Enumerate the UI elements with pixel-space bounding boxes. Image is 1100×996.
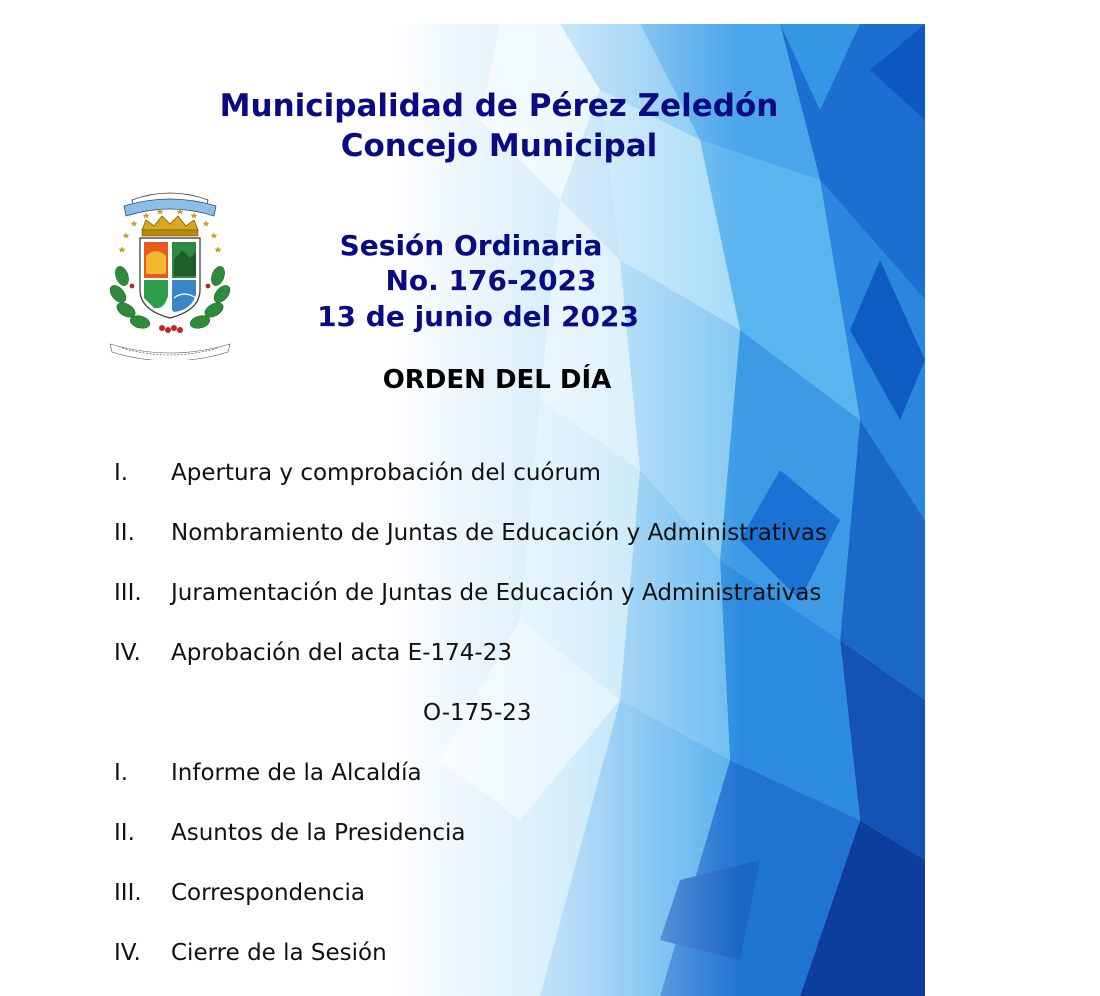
agenda-numeral: I. [114,460,129,486]
agenda-item [114,462,601,485]
agenda-item [114,522,827,545]
agenda-text: Cierre de la Sesión [171,940,387,966]
agenda-numeral: IV. [114,640,141,666]
agenda-text: Asuntos de la Presidencia [171,820,466,846]
agenda-item-continuation: O-175-23 [423,700,532,726]
council-title: Concejo Municipal [340,128,658,164]
agenda-numeral: II. [114,820,135,846]
agenda-text: Aprobación del acta E-174-23 [171,640,512,666]
agenda-item [114,822,466,845]
agenda-item [114,642,512,665]
agenda-item [114,942,387,965]
agenda-text: Juramentación de Juntas de Educación y Administrativas [171,580,822,606]
agenda-heading: ORDEN DEL DÍA [382,365,612,395]
agenda-numeral: III. [114,580,142,606]
session-date: 13 de junio del 2023 [317,300,639,333]
agenda-text: Apertura y comprobación del cuórum [171,460,601,486]
agenda-item [114,882,365,905]
agenda-item [114,762,422,785]
agenda-text: Correspondencia [171,880,365,906]
agenda-item [114,582,821,605]
session-number: No. 176-2023 [385,264,597,297]
agenda-numeral: I. [114,760,129,786]
municipal-crest-icon [102,186,238,360]
agenda-text: Informe de la Alcaldía [171,760,422,786]
session-type: Sesión Ordinaria [339,229,603,262]
agenda-numeral: III. [114,880,142,906]
agenda-numeral: II. [114,520,135,546]
municipality-title: Municipalidad de Pérez Zeledón [219,88,779,124]
agenda-numeral: IV. [114,940,141,966]
agenda-text: Nombramiento de Juntas de Educación y Administrativas [171,520,827,546]
